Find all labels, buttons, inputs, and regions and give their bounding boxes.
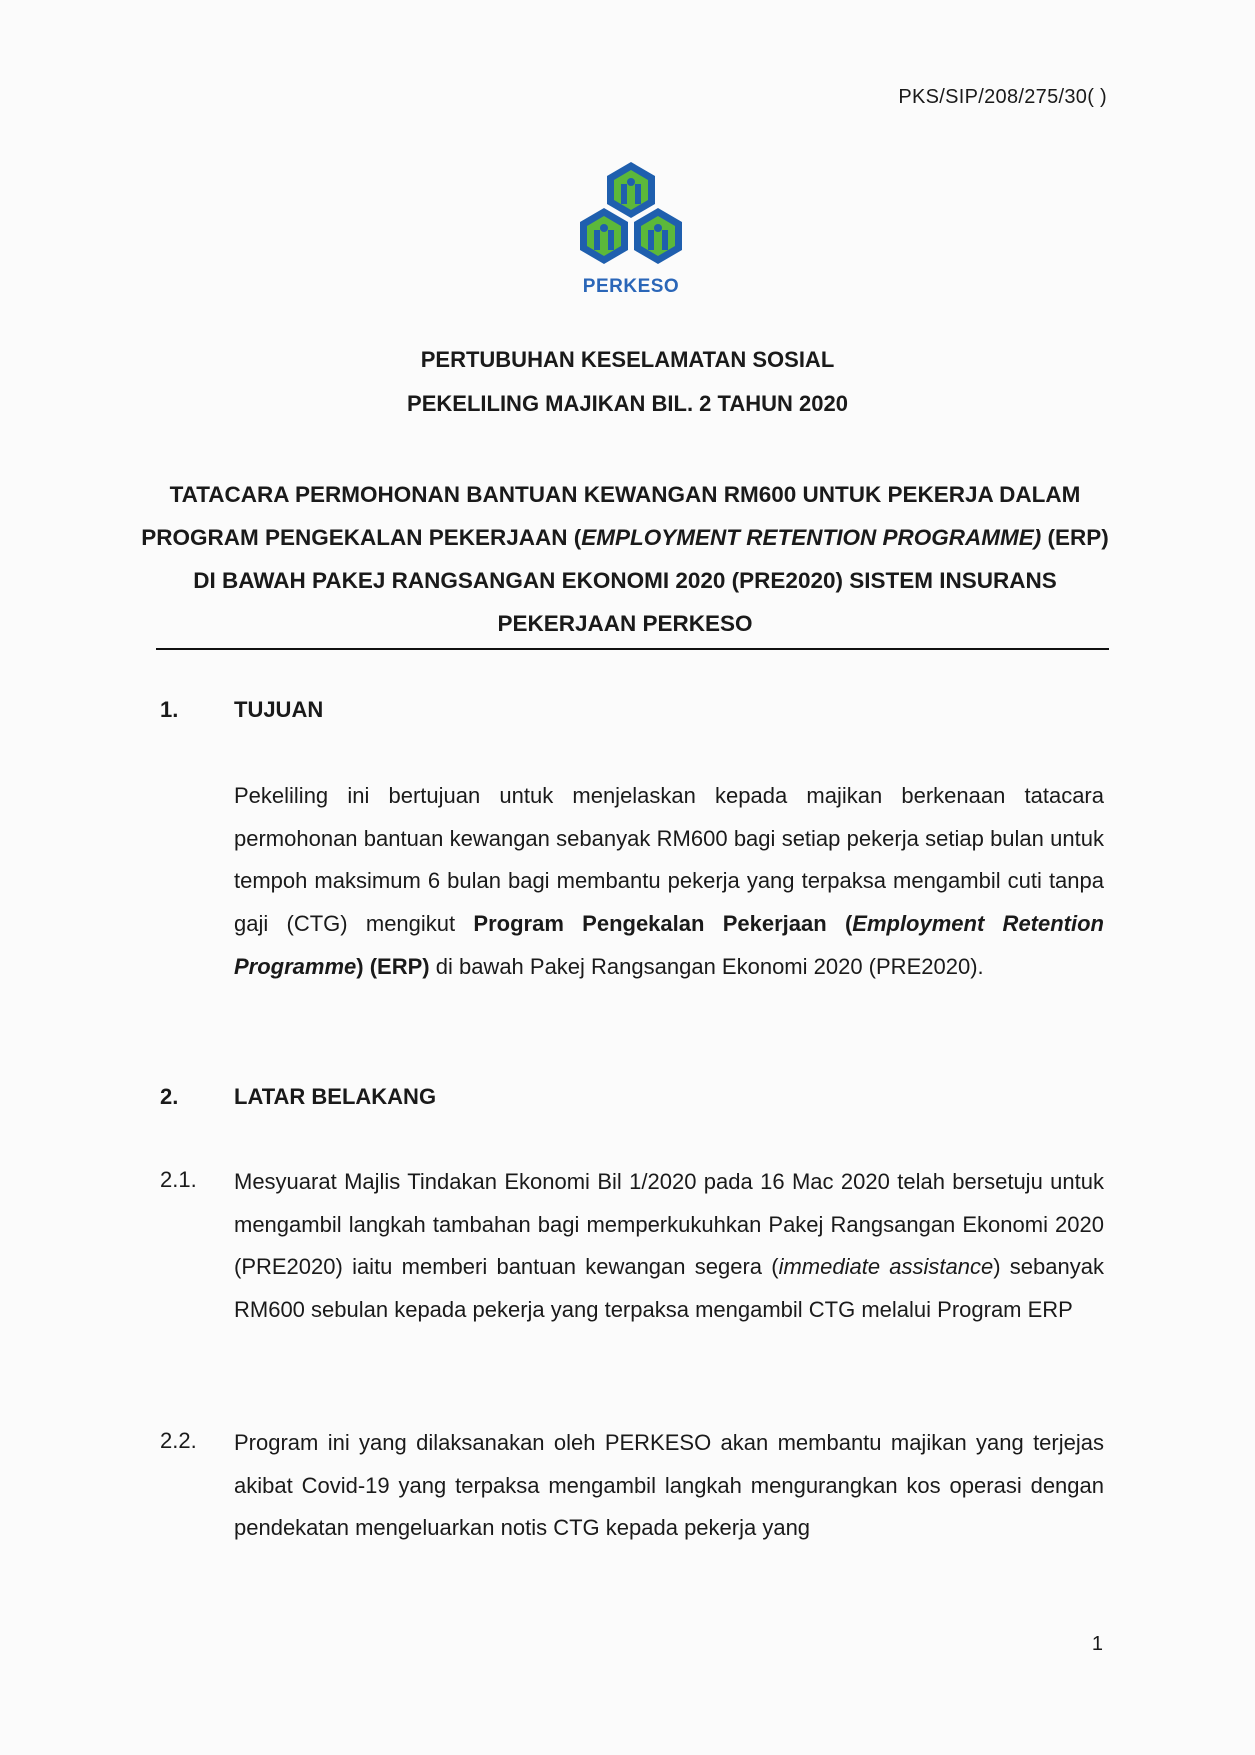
s1-text-d: ) (ERP) <box>356 953 430 979</box>
reference-number: PKS/SIP/208/275/30( ) <box>898 86 1107 108</box>
p21-text-a: Mesyuarat Majlis Tindakan Ekonomi Bil 1/2020 pada 16 Mac 2020 telah bersetuju untuk mengambil langkah tambahan bagi memperkukuhkan Pakej Rangsangan Ekonomi 2020 (PRE2020) iaitu memberi bantuan kewangan segera ( <box>234 1169 1104 1280</box>
perkeso-logo <box>571 160 691 300</box>
section-1-paragraph <box>234 775 1104 989</box>
subject-part3: (ERP) DI BAWAH PAKEJ RANGSANGAN EKONOMI 2020 (PRE2020) SISTEM INSURANS PEKERJAAN PERKESO <box>193 525 1109 636</box>
s1-text-e: di bawah Pakej Rangsangan Ekonomi 2020 (PRE2020). <box>429 953 984 979</box>
s1-text-a: Pekeliling ini bertujuan untuk menjelaskan kepada majikan berkenaan tatacara permohonan bantuan kewangan sebanyak RM600 bagi setiap pekerja setiap bulan untuk tempoh maksimum 6 bulan bagi membantu pekerja yang terpaksa mengambil cuti tanpa gaji (CTG) mengikut <box>234 783 1104 937</box>
paragraph-2-1 <box>234 1161 1104 1332</box>
paragraph-2-2-number: 2.2. <box>160 1428 197 1453</box>
s1-text-c: Employment Retention Programme <box>234 911 1104 979</box>
section-1-title: TUJUAN <box>234 697 324 722</box>
p21-text-c: ) sebanyak RM600 sebulan kepada pekerja yang terpaksa mengambil CTG melalui Program ERP <box>234 1254 1104 1323</box>
paragraph-2-2: Program ini yang dilaksanakan oleh PERKESO akan membantu majikan yang terjejas akibat Covid-19 yang terpaksa mengambil langkah mengurangkan kos operasi dengan pendekatan mengeluarkan notis CTG kepada pekerja yang <box>234 1430 1104 1541</box>
organization-title: PERTUBUHAN KESELAMATAN SOSIAL <box>420 347 835 372</box>
subject-heading <box>140 473 1110 645</box>
section-2-title: LATAR BELAKANG <box>234 1084 437 1109</box>
paragraph-2-1-number: 2.1. <box>160 1167 197 1192</box>
page-number: 1 <box>1091 1633 1103 1655</box>
heading-divider <box>156 648 1109 650</box>
s1-text-b: Program Pengekalan Pekerjaan ( <box>473 911 853 937</box>
perkeso-logo-icon <box>571 160 691 276</box>
subject-part1: TATACARA PERMOHONAN BANTUAN KEWANGAN RM600 UNTUK PEKERJA DALAM PROGRAM PENGEKALAN PEKERJAAN ( <box>141 482 1081 550</box>
perkeso-logo-text: PERKESO <box>582 276 680 297</box>
section-1-number: 1. <box>160 697 179 722</box>
p21-text-b: immediate assistance <box>778 1254 994 1280</box>
subject-part2: EMPLOYMENT RETENTION PROGRAMME) <box>581 525 1042 550</box>
section-2-number: 2. <box>160 1084 179 1109</box>
circular-title: PEKELILING MAJIKAN BIL. 2 TAHUN 2020 <box>407 391 848 416</box>
